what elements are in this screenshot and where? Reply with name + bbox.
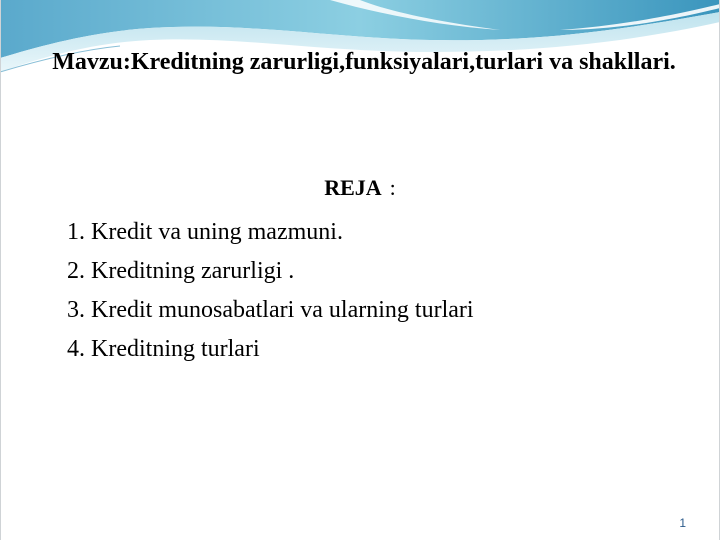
plan-heading-colon: :: [389, 175, 396, 200]
plan-heading: [0, 170, 720, 206]
plan-item: 3. Kredit munosabatlari va ularning turlari: [67, 297, 474, 323]
plan-item: 2. Kreditning zarurligi .: [67, 258, 295, 284]
slide-title: Mavzu:Kreditning zarurligi,funksiyalari,turlari va shakllari.: [52, 49, 676, 75]
plan-heading-text: REJA: [324, 175, 382, 200]
plan-item: 1. Kredit va uning mazmuni.: [67, 219, 343, 245]
plan-item: 4. Kreditning turlari: [67, 336, 260, 362]
plan-list: [67, 213, 474, 369]
page-number: 1: [679, 516, 686, 530]
